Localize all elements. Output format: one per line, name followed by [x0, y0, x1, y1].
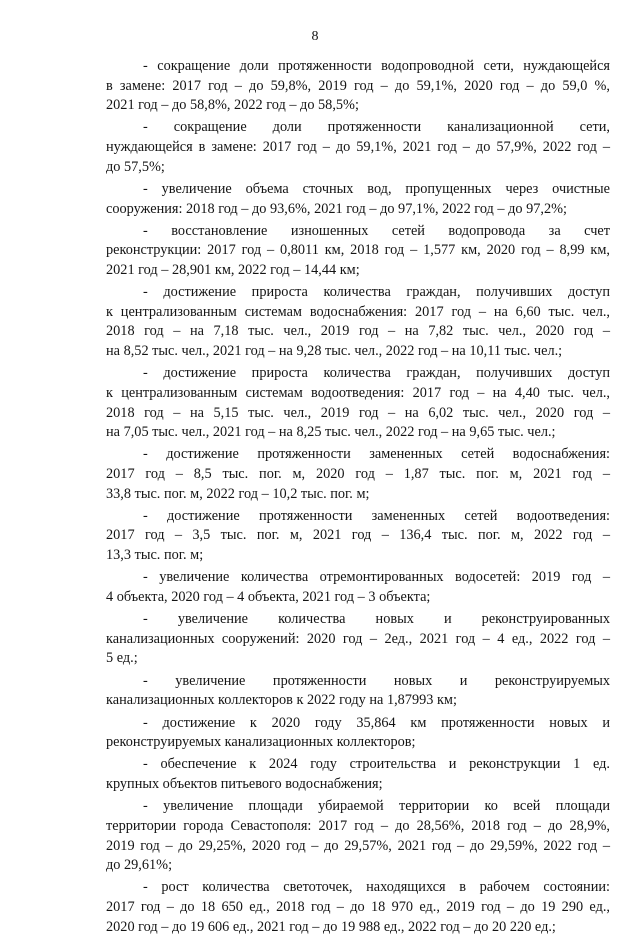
document-body — [106, 57, 610, 937]
text-line: 2017 год – 3,5 тыс. пог. м, 2021 год – 136,4 тыс. пог. м, 2022 год – — [106, 527, 610, 544]
text-line: - увеличение протяженности новых и реконструируемых — [143, 672, 610, 689]
page-number: 8 — [311, 29, 319, 44]
text-line: - увеличение количества новых и реконструированных — [143, 611, 610, 628]
list-item — [106, 755, 610, 794]
text-line: на 8,52 тыс. чел., 2021 год – на 9,28 тыс. чел., 2022 год – на 10,11 тыс. чел.; — [106, 343, 563, 360]
text-line: до 29,61%; — [106, 857, 173, 874]
text-line: - восстановление изношенных сетей водопровода за счет — [143, 222, 610, 239]
text-line: - достижение протяженности замененных сетей водоотведения: — [143, 507, 610, 524]
text-line: - увеличение объема сточных вод, пропущенных через очистные — [143, 180, 610, 197]
text-line: - сокращение доли протяженности водопроводной сети, нуждающейся — [143, 58, 610, 74]
text-line: к централизованным системам водоснабжения: 2017 год – на 6,60 тыс. чел., — [106, 303, 610, 320]
text-line: 13,3 тыс. пог. м; — [106, 547, 204, 564]
text-line: сооружения: 2018 год – до 93,6%, 2021 год – до 97,1%, 2022 год – до 97,2%; — [106, 200, 568, 217]
text-line: реконструкции: 2017 год – 0,8011 км, 2018 год – 1,577 км, 2020 год – 8,99 км, — [106, 242, 610, 259]
text-line: нуждающейся в замене: 2017 год – до 59,1%, 2021 год – до 57,9%, 2022 год – — [106, 139, 610, 156]
text-line: 4 объекта, 2020 год – 4 объекта, 2021 год – 3 объекта; — [106, 588, 431, 605]
text-line: канализационных коллекторов к 2022 году на 1,87993 км; — [106, 692, 457, 709]
list-item — [106, 568, 610, 607]
text-line: 2017 год – до 18 650 ед., 2018 год – до 18 970 ед., 2019 год – до 19 290 ед., — [106, 898, 610, 915]
text-line: реконструируемых канализационных коллекторов; — [106, 734, 416, 751]
text-line: - увеличение площади убираемой территории ко всей площади — [143, 798, 610, 815]
list-item — [106, 222, 610, 281]
list-item — [106, 57, 610, 116]
text-line: канализационных сооружений: 2020 год – 2ед., 2021 год – 4 ед., 2022 год – — [106, 630, 610, 647]
text-line: 2021 год – 28,901 км, 2022 год – 14,44 км; — [106, 262, 360, 278]
list-item — [106, 283, 610, 361]
text-line: - достижение протяженности замененных сетей водоснабжения: — [143, 446, 610, 463]
text-line: к централизованным системам водоотведения: 2017 год – на 4,40 тыс. чел., — [106, 384, 610, 401]
text-line: - увеличение количества отремонтированных водосетей: 2019 год – — [143, 569, 610, 586]
list-item — [106, 714, 610, 753]
text-line: территории города Севастополя: 2017 год – до 28,56%, 2018 год – до 28,9%, — [106, 817, 610, 834]
text-line: - сокращение доли протяженности канализационной сети, — [143, 119, 610, 136]
text-line: - рост количества светоточек, находящихся в рабочем состоянии: — [143, 879, 610, 896]
text-line: в замене: 2017 год – до 59,8%, 2019 год – до 59,1%, 2020 год – до 59,0 %, — [106, 77, 610, 94]
text-line: 2019 год – до 29,25%, 2020 год – до 29,57%, 2021 год – до 29,59%, 2022 год – — [106, 837, 610, 854]
list-item — [106, 445, 610, 504]
text-line: 2020 год – до 19 606 ед., 2021 год – до 19 988 ед., 2022 год – до 20 220 ед.; — [106, 918, 556, 935]
text-line: на 7,05 тыс. чел., 2021 год – на 8,25 тыс. чел., 2022 год – на 9,65 тыс. чел.; — [106, 424, 556, 441]
text-line: 33,8 тыс. пог. м, 2022 год – 10,2 тыс. пог. м; — [106, 485, 370, 502]
list-item — [106, 610, 610, 669]
list-item — [106, 180, 610, 219]
text-line: 2018 год – на 5,15 тыс. чел., 2019 год – на 6,02 тыс. чел., 2020 год – — [106, 404, 610, 421]
list-item — [106, 672, 610, 711]
list-item — [106, 118, 610, 177]
text-line: 2017 год – 8,5 тыс. пог. м, 2020 год – 1,87 тыс. пог. м, 2021 год – — [106, 466, 610, 482]
list-item — [106, 878, 610, 937]
list-item — [106, 797, 610, 875]
text-line: крупных объектов питьевого водоснабжения; — [106, 776, 383, 793]
list-item — [106, 507, 610, 566]
text-line: 2021 год – до 58,8%, 2022 год – до 58,5%; — [106, 97, 359, 114]
text-line: - достижение прироста количества граждан, получивших доступ — [143, 365, 610, 382]
text-line: 2018 год – на 7,18 тыс. чел., 2019 год – на 7,82 тыс. чел., 2020 год – — [106, 323, 610, 340]
text-line: 5 ед.; — [106, 650, 138, 667]
text-line: - обеспечение к 2024 году строительства и реконструкции 1 ед. — [143, 756, 610, 773]
list-item — [106, 364, 610, 442]
text-line: до 57,5%; — [106, 158, 165, 175]
text-line: - достижение прироста количества граждан, получивших доступ — [143, 284, 610, 301]
text-line: - достижение к 2020 году 35,864 км протяженности новых и — [143, 714, 610, 731]
